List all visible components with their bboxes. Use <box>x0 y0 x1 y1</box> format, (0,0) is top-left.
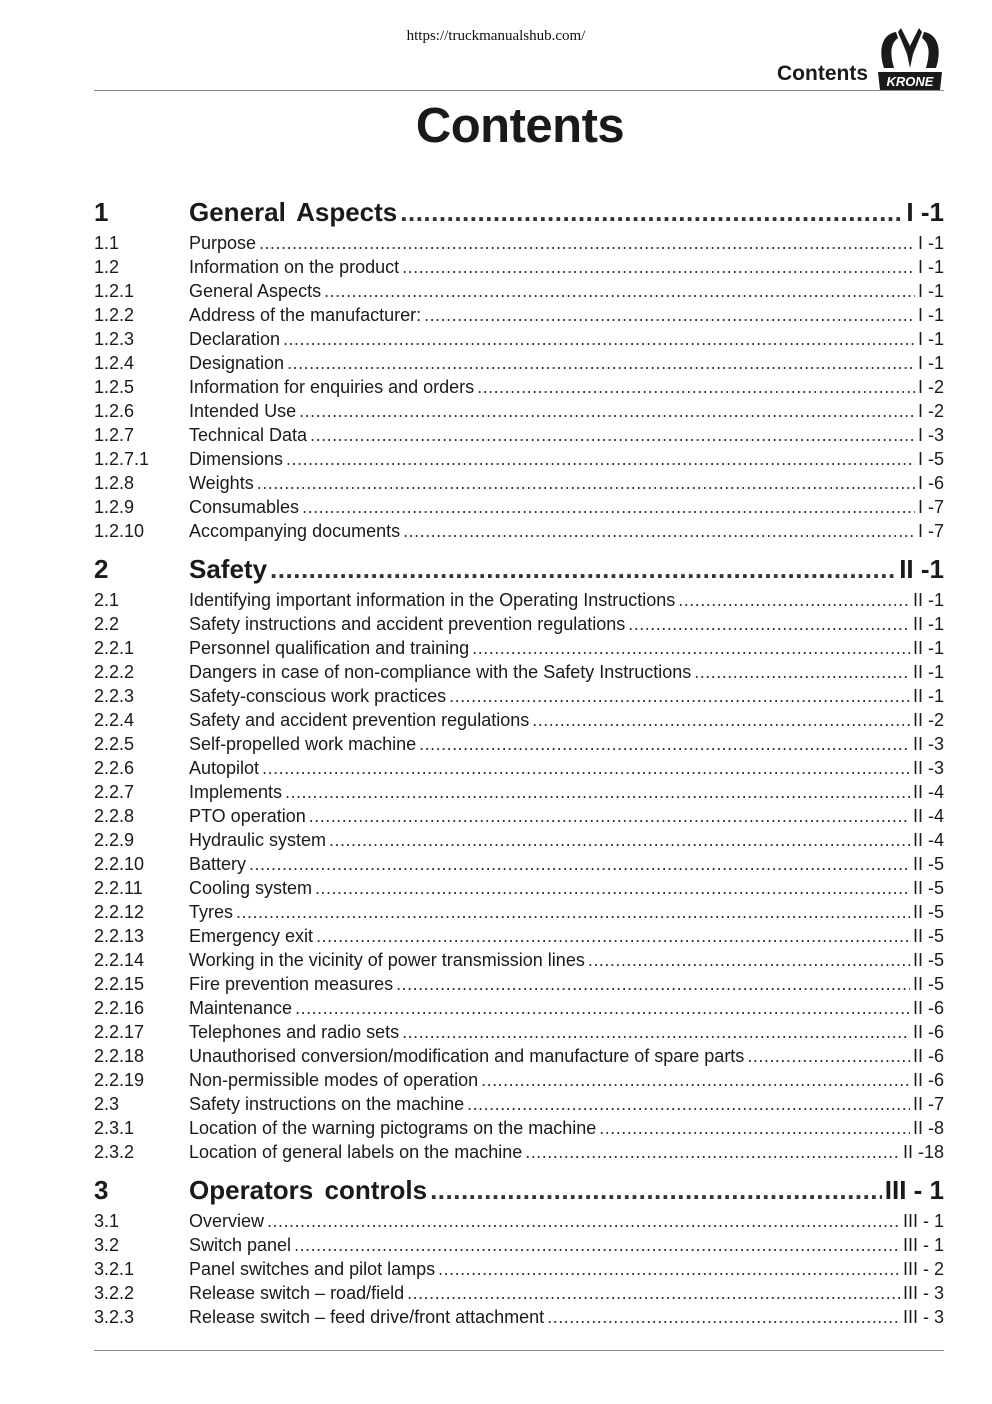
toc-number: 2.2 <box>94 613 120 634</box>
toc-page-number: I -7 <box>917 496 944 517</box>
source-url: https://truckmanualshub.com/ <box>406 28 586 44</box>
toc-leader-dots <box>430 1175 882 1206</box>
toc-number: 3 <box>94 1175 109 1205</box>
toc-title: Release switch – feed drive/front attachment <box>189 1306 545 1327</box>
toc-leader-dots <box>449 686 910 707</box>
toc-title: Non-permissible modes of operation <box>189 1069 479 1090</box>
toc-number: 2.2.16 <box>94 997 145 1018</box>
toc-entry-row[interactable] <box>94 1116 944 1140</box>
toc-title: Emergency exit <box>189 925 314 946</box>
toc-leader-dots <box>402 1022 910 1043</box>
toc-number: 2.2.10 <box>94 853 145 874</box>
toc-number: 1.2.9 <box>94 496 135 517</box>
krone-logo <box>874 24 946 94</box>
toc-number: 2 <box>94 554 109 584</box>
toc-number: 1.2.2 <box>94 304 135 325</box>
toc-number: 2.2.18 <box>94 1045 145 1066</box>
toc-leader-dots <box>407 1283 900 1304</box>
toc-leader-dots <box>315 878 910 899</box>
toc-leader-dots <box>403 521 915 542</box>
toc-leader-dots <box>286 449 915 470</box>
toc-number: 2.2.4 <box>94 709 135 730</box>
toc-title: Tyres <box>189 901 234 922</box>
toc-leader-dots <box>532 710 910 731</box>
toc-page-number: I -1 <box>917 328 944 349</box>
toc-title: Battery <box>189 853 247 874</box>
toc-entry-row[interactable] <box>94 1281 944 1305</box>
toc-leader-dots <box>285 782 910 803</box>
toc-entry-row[interactable] <box>94 1233 944 1257</box>
toc-entry-row[interactable] <box>94 1257 944 1281</box>
toc-leader-dots <box>396 974 910 995</box>
toc-entry-row[interactable] <box>94 756 944 780</box>
toc-title: Self-propelled work machine <box>189 733 417 754</box>
toc-title: Intended Use <box>189 400 297 421</box>
toc-number: 3.2 <box>94 1234 120 1255</box>
toc-entry-row[interactable] <box>94 447 944 471</box>
toc-leader-dots <box>438 1259 900 1280</box>
toc-entry-row[interactable] <box>94 588 944 612</box>
toc-title: Safety and accident prevention regulations <box>189 709 530 730</box>
toc-number: 3.1 <box>94 1210 120 1231</box>
toc-entry-row[interactable] <box>94 1140 944 1164</box>
toc-entry-row[interactable] <box>94 471 944 495</box>
toc-entry-row[interactable] <box>94 636 944 660</box>
toc-title: Fire prevention measures <box>189 973 394 994</box>
toc-title: Dangers in case of non-compliance with the Safety Instructions <box>189 661 692 682</box>
footer-rule <box>94 1350 944 1351</box>
toc-page-number: II -1 <box>912 589 944 610</box>
toc-number: 1.2.1 <box>94 280 135 301</box>
toc-page-number: II -4 <box>912 781 944 802</box>
toc-page-number: II -4 <box>912 805 944 826</box>
toc-entry-row[interactable] <box>94 852 944 876</box>
toc-number: 1.2.6 <box>94 400 135 421</box>
toc-number: 2.1 <box>94 589 120 610</box>
toc-page-number: II -1 <box>899 554 944 584</box>
toc-page-number: I -1 <box>917 280 944 301</box>
toc-number: 1.2.3 <box>94 328 135 349</box>
toc-title: Telephones and radio sets <box>189 1021 400 1042</box>
toc-entry-row[interactable] <box>94 1020 944 1044</box>
toc-title: Personnel qualification and training <box>189 637 470 658</box>
toc-entry-row[interactable] <box>94 924 944 948</box>
toc-leader-dots <box>329 830 910 851</box>
toc-page-number: II -5 <box>912 853 944 874</box>
toc-title: Overview <box>189 1210 265 1231</box>
toc-number: 2.2.6 <box>94 757 135 778</box>
toc-page-number: II -5 <box>912 973 944 994</box>
toc-page-number: II -1 <box>912 613 944 634</box>
toc-entry-row[interactable] <box>94 900 944 924</box>
toc-title: General Aspects <box>189 197 398 227</box>
toc-title: Information on the product <box>189 256 400 277</box>
toc-leader-dots <box>747 1046 910 1067</box>
toc-title: Panel switches and pilot lamps <box>189 1258 436 1279</box>
header-rule <box>94 90 944 91</box>
toc-page-number: I -2 <box>917 376 944 397</box>
toc-page-number: III - 2 <box>902 1258 944 1279</box>
toc-page-number: II -1 <box>912 637 944 658</box>
toc-entry-row[interactable] <box>94 732 944 756</box>
toc-number: 2.3.2 <box>94 1141 135 1162</box>
toc-page-number: I -1 <box>917 232 944 253</box>
toc-number: 1 <box>94 197 109 227</box>
toc-entry-row[interactable] <box>94 828 944 852</box>
toc-leader-dots <box>309 806 910 827</box>
toc-page-number: I -1 <box>917 304 944 325</box>
toc-number: 1.2.4 <box>94 352 135 373</box>
toc-number: 2.2.2 <box>94 661 135 682</box>
toc-leader-dots <box>419 734 910 755</box>
toc-entry-row[interactable] <box>94 684 944 708</box>
toc-entry-row[interactable] <box>94 1068 944 1092</box>
toc-section-row[interactable] <box>94 194 944 231</box>
toc-leader-dots <box>294 1235 900 1256</box>
toc-entry-row[interactable] <box>94 804 944 828</box>
toc-number: 2.2.9 <box>94 829 135 850</box>
toc-title: Safety-conscious work practices <box>189 685 447 706</box>
table-of-contents <box>94 194 944 1329</box>
toc-title: Dimensions <box>189 448 284 469</box>
toc-leader-dots <box>249 854 910 875</box>
toc-entry-row[interactable] <box>94 399 944 423</box>
toc-leader-dots <box>257 473 915 494</box>
toc-leader-dots <box>678 590 910 611</box>
toc-title: Information for enquiries and orders <box>189 376 475 397</box>
logo-wordmark: KRONE <box>886 74 934 89</box>
toc-page-number: II -2 <box>912 709 944 730</box>
toc-title: Operators controls <box>189 1175 428 1205</box>
toc-leader-dots <box>547 1307 900 1328</box>
toc-page-number: I -1 <box>917 352 944 373</box>
toc-number: 3.2.1 <box>94 1258 135 1279</box>
toc-title: Consumables <box>189 496 300 517</box>
toc-title: Location of general labels on the machine <box>189 1141 523 1162</box>
toc-page-number: I -2 <box>917 400 944 421</box>
toc-leader-dots <box>270 554 896 585</box>
toc-page-number: I -6 <box>917 472 944 493</box>
toc-entry-row[interactable] <box>94 327 944 351</box>
toc-leader-dots <box>402 257 915 278</box>
toc-page-number: II -7 <box>912 1093 944 1114</box>
toc-title: Working in the vicinity of power transmission lines <box>189 949 585 970</box>
toc-number: 2.2.3 <box>94 685 135 706</box>
toc-page-number: I -1 <box>917 256 944 277</box>
toc-page-number: II -3 <box>912 757 944 778</box>
toc-title: Release switch – road/field <box>189 1282 405 1303</box>
toc-number: 2.3 <box>94 1093 120 1114</box>
toc-title: Safety instructions on the machine <box>189 1093 465 1114</box>
toc-entry-row[interactable] <box>94 423 944 447</box>
toc-entry-row[interactable] <box>94 612 944 636</box>
toc-leader-dots <box>472 638 910 659</box>
toc-page-number: II -5 <box>912 925 944 946</box>
toc-page-number: II -4 <box>912 829 944 850</box>
toc-entry-row[interactable] <box>94 876 944 900</box>
toc-entry-row[interactable] <box>94 375 944 399</box>
toc-number: 2.2.12 <box>94 901 145 922</box>
page-title: Contents <box>415 99 625 153</box>
toc-entry-row[interactable] <box>94 279 944 303</box>
toc-number: 2.2.13 <box>94 925 145 946</box>
toc-entry-row[interactable] <box>94 996 944 1020</box>
toc-number: 1.2.7.1 <box>94 448 150 469</box>
toc-leader-dots <box>588 950 910 971</box>
toc-section-row[interactable] <box>94 551 944 588</box>
toc-title: Safety <box>189 554 268 584</box>
toc-page-number: III - 3 <box>902 1282 944 1303</box>
toc-number: 2.2.1 <box>94 637 135 658</box>
toc-title: Cooling system <box>189 877 313 898</box>
toc-leader-dots <box>324 281 915 302</box>
toc-entry-row[interactable] <box>94 780 944 804</box>
toc-entry-row[interactable] <box>94 1209 944 1233</box>
toc-number: 1.1 <box>94 232 120 253</box>
toc-title: Switch panel <box>189 1234 292 1255</box>
toc-leader-dots <box>299 401 915 422</box>
toc-page-number: III - 1 <box>884 1175 944 1205</box>
toc-page-number: II -18 <box>902 1141 944 1162</box>
toc-leader-dots <box>525 1142 900 1163</box>
toc-page-number: II -6 <box>912 997 944 1018</box>
toc-title: Maintenance <box>189 997 293 1018</box>
toc-number: 2.3.1 <box>94 1117 135 1138</box>
toc-title: PTO operation <box>189 805 306 826</box>
toc-leader-dots <box>400 197 903 228</box>
toc-leader-dots <box>302 497 915 518</box>
toc-entry-row[interactable] <box>94 1092 944 1116</box>
toc-page-number: II -6 <box>912 1045 944 1066</box>
toc-entry-row[interactable] <box>94 948 944 972</box>
toc-leader-dots <box>295 998 910 1019</box>
toc-entry-row[interactable] <box>94 1044 944 1068</box>
toc-entry-row[interactable] <box>94 660 944 684</box>
toc-title: Address of the manufacturer: <box>189 304 422 325</box>
toc-number: 1.2.8 <box>94 472 135 493</box>
toc-page-number: II -5 <box>912 901 944 922</box>
toc-page-number: II -8 <box>912 1117 944 1138</box>
toc-number: 2.2.11 <box>94 877 143 898</box>
toc-leader-dots <box>259 233 915 254</box>
toc-page-number: II -1 <box>912 661 944 682</box>
toc-leader-dots <box>310 425 915 446</box>
toc-number: 2.2.19 <box>94 1069 145 1090</box>
toc-entry-row[interactable] <box>94 495 944 519</box>
toc-title: Safety instructions and accident prevention regulations <box>189 613 626 634</box>
toc-number: 2.2.15 <box>94 973 145 994</box>
toc-number: 1.2.7 <box>94 424 135 445</box>
toc-leader-dots <box>236 902 910 923</box>
toc-entry-row[interactable] <box>94 351 944 375</box>
toc-entry-row[interactable] <box>94 1305 944 1329</box>
toc-number: 3.2.3 <box>94 1306 135 1327</box>
toc-entry-row[interactable] <box>94 303 944 327</box>
toc-leader-dots <box>316 926 910 947</box>
toc-title: Purpose <box>189 232 257 253</box>
toc-number: 2.2.7 <box>94 781 135 802</box>
toc-page-number: II -3 <box>912 733 944 754</box>
toc-number: 1.2 <box>94 256 120 277</box>
toc-leader-dots <box>694 662 910 683</box>
toc-leader-dots <box>467 1094 910 1115</box>
toc-page-number: I -7 <box>917 520 944 541</box>
toc-leader-dots <box>267 1211 900 1232</box>
toc-leader-dots <box>628 614 910 635</box>
toc-page-number: II -5 <box>912 877 944 898</box>
toc-page-number: I -5 <box>917 448 944 469</box>
toc-entry-row[interactable] <box>94 972 944 996</box>
toc-number: 2.2.5 <box>94 733 135 754</box>
toc-title: Location of the warning pictograms on the machine <box>189 1117 597 1138</box>
toc-page-number: II -5 <box>912 949 944 970</box>
toc-entry-row[interactable] <box>94 519 944 543</box>
toc-title: Autopilot <box>189 757 260 778</box>
toc-title: Hydraulic system <box>189 829 327 850</box>
toc-page-number: II -6 <box>912 1069 944 1090</box>
toc-leader-dots <box>481 1070 910 1091</box>
toc-page-number: III - 1 <box>902 1210 944 1231</box>
toc-title: Identifying important information in the Operating Instructions <box>189 589 676 610</box>
toc-section-row[interactable] <box>94 1172 944 1209</box>
toc-number: 3.2.2 <box>94 1282 135 1303</box>
toc-title: Accompanying documents <box>189 520 401 541</box>
toc-leader-dots <box>283 329 915 350</box>
toc-entry-row[interactable] <box>94 231 944 255</box>
toc-title: Designation <box>189 352 285 373</box>
toc-number: 2.2.14 <box>94 949 145 970</box>
toc-leader-dots <box>477 377 915 398</box>
toc-title: Technical Data <box>189 424 308 445</box>
toc-entry-row[interactable] <box>94 255 944 279</box>
toc-title: Implements <box>189 781 283 802</box>
toc-number: 2.2.17 <box>94 1021 145 1042</box>
running-header-label: Contents <box>777 62 868 85</box>
toc-page-number: I -1 <box>906 197 944 227</box>
toc-number: 1.2.5 <box>94 376 135 397</box>
toc-page-number: III - 3 <box>902 1306 944 1327</box>
toc-number: 2.2.8 <box>94 805 135 826</box>
toc-leader-dots <box>424 305 915 326</box>
toc-leader-dots <box>287 353 915 374</box>
toc-leader-dots <box>599 1118 910 1139</box>
toc-page-number: II -6 <box>912 1021 944 1042</box>
toc-title: Weights <box>189 472 254 493</box>
toc-leader-dots <box>262 758 910 779</box>
toc-page-number: I -3 <box>917 424 944 445</box>
toc-title: Declaration <box>189 328 281 349</box>
toc-entry-row[interactable] <box>94 708 944 732</box>
toc-number: 1.2.10 <box>94 520 145 541</box>
toc-page-number: III - 1 <box>902 1234 944 1255</box>
toc-page-number: II -1 <box>912 685 944 706</box>
toc-title: General Aspects <box>189 280 322 301</box>
toc-title: Unauthorised conversion/modification and manufacture of spare parts <box>189 1045 745 1066</box>
